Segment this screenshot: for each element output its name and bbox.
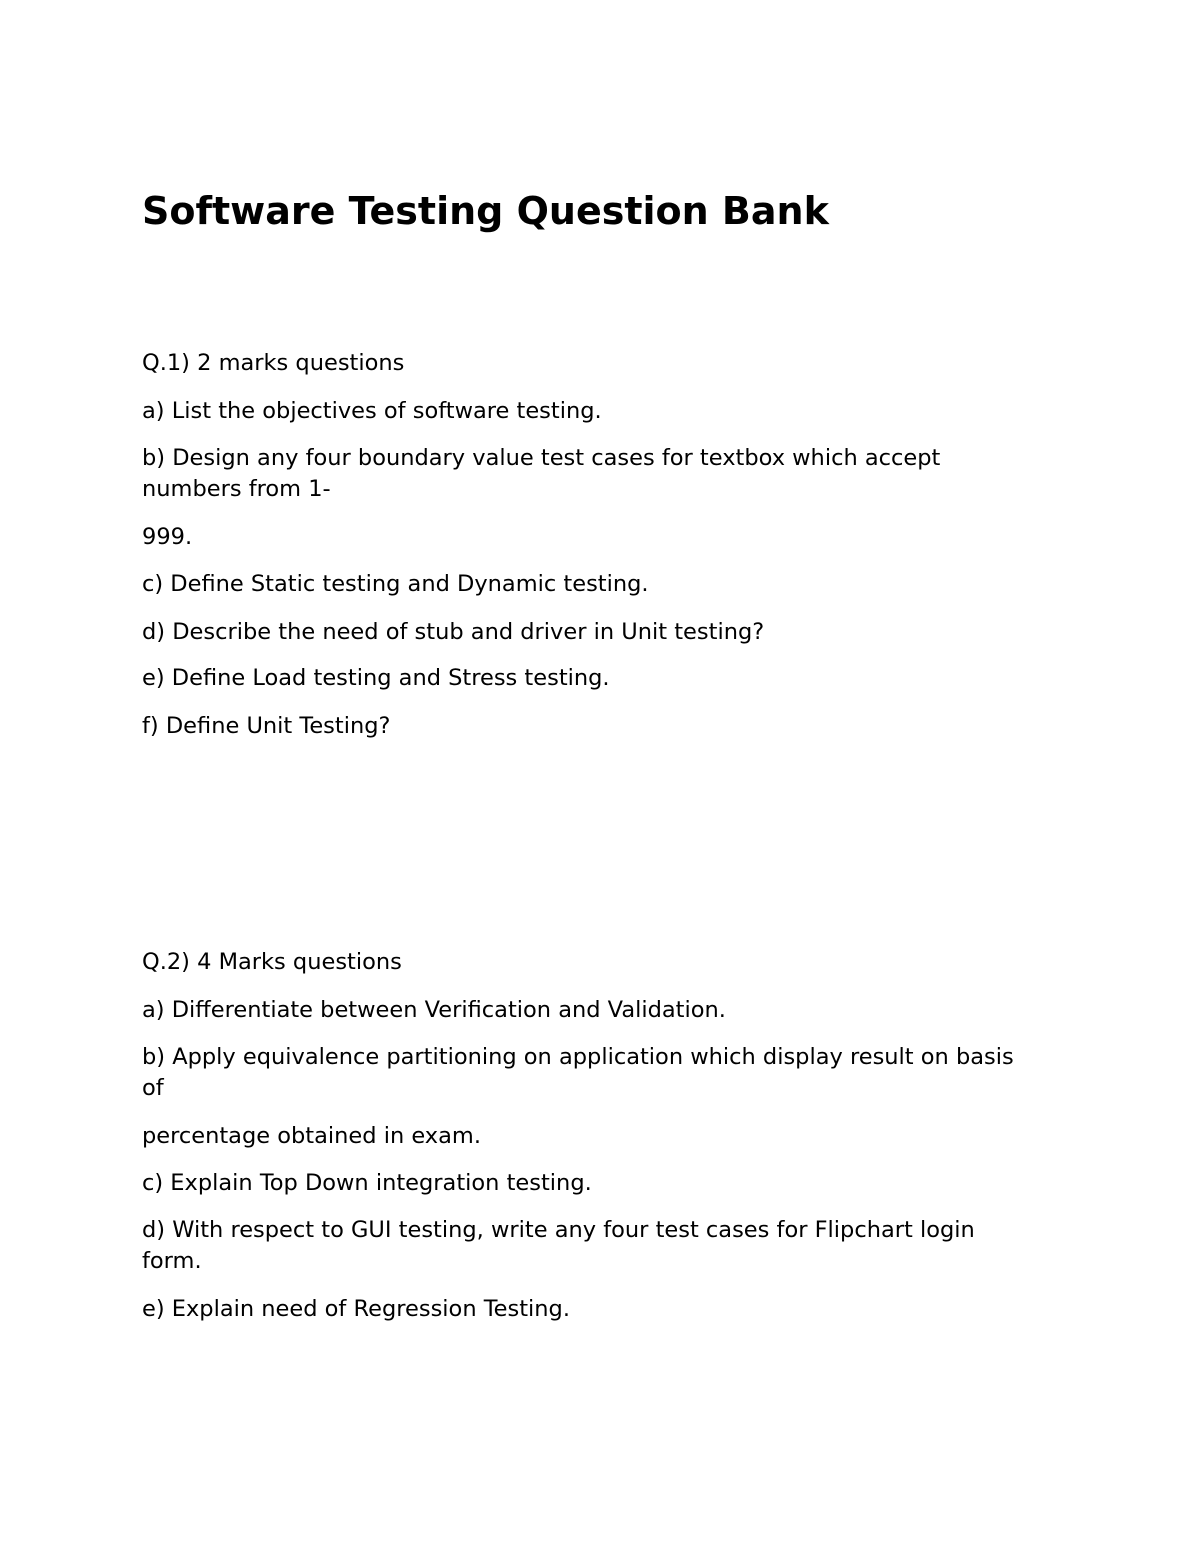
- q1-item-a: a) List the objectives of software testing.: [142, 398, 602, 424]
- q1-item-d: d) Describe the need of stub and driver in Unit testing?: [142, 619, 765, 645]
- q1-item-b-line-1: b) Design any four boundary value test cases for textbox which accept: [142, 445, 941, 471]
- q1-item-f: f) Define Unit Testing?: [142, 713, 391, 739]
- q1-item-b-line-3: 999.: [142, 524, 193, 550]
- q2-item-d-line-1: d) With respect to GUI testing, write any four test cases for Flipchart login: [142, 1217, 975, 1243]
- page-title: Software Testing Question Bank: [142, 189, 829, 233]
- q2-item-b-line-1: b) Apply equivalence partitioning on application which display result on basis: [142, 1044, 1014, 1070]
- q2-item-d-line-2: form.: [142, 1248, 202, 1274]
- q2-item-b-line-3: percentage obtained in exam.: [142, 1123, 481, 1149]
- q1-item-c: c) Define Static testing and Dynamic testing.: [142, 571, 649, 597]
- q2-item-e: e) Explain need of Regression Testing.: [142, 1296, 570, 1322]
- q2-item-b-line-2: of: [142, 1075, 164, 1101]
- section-1-heading: Q.1) 2 marks questions: [142, 350, 405, 376]
- q1-item-e: e) Define Load testing and Stress testing.: [142, 665, 610, 691]
- q2-item-c: c) Explain Top Down integration testing.: [142, 1170, 592, 1196]
- q2-item-a: a) Differentiate between Verification and Validation.: [142, 997, 726, 1023]
- section-2-heading: Q.2) 4 Marks questions: [142, 949, 402, 975]
- q1-item-b-line-2: numbers from 1-: [142, 476, 331, 502]
